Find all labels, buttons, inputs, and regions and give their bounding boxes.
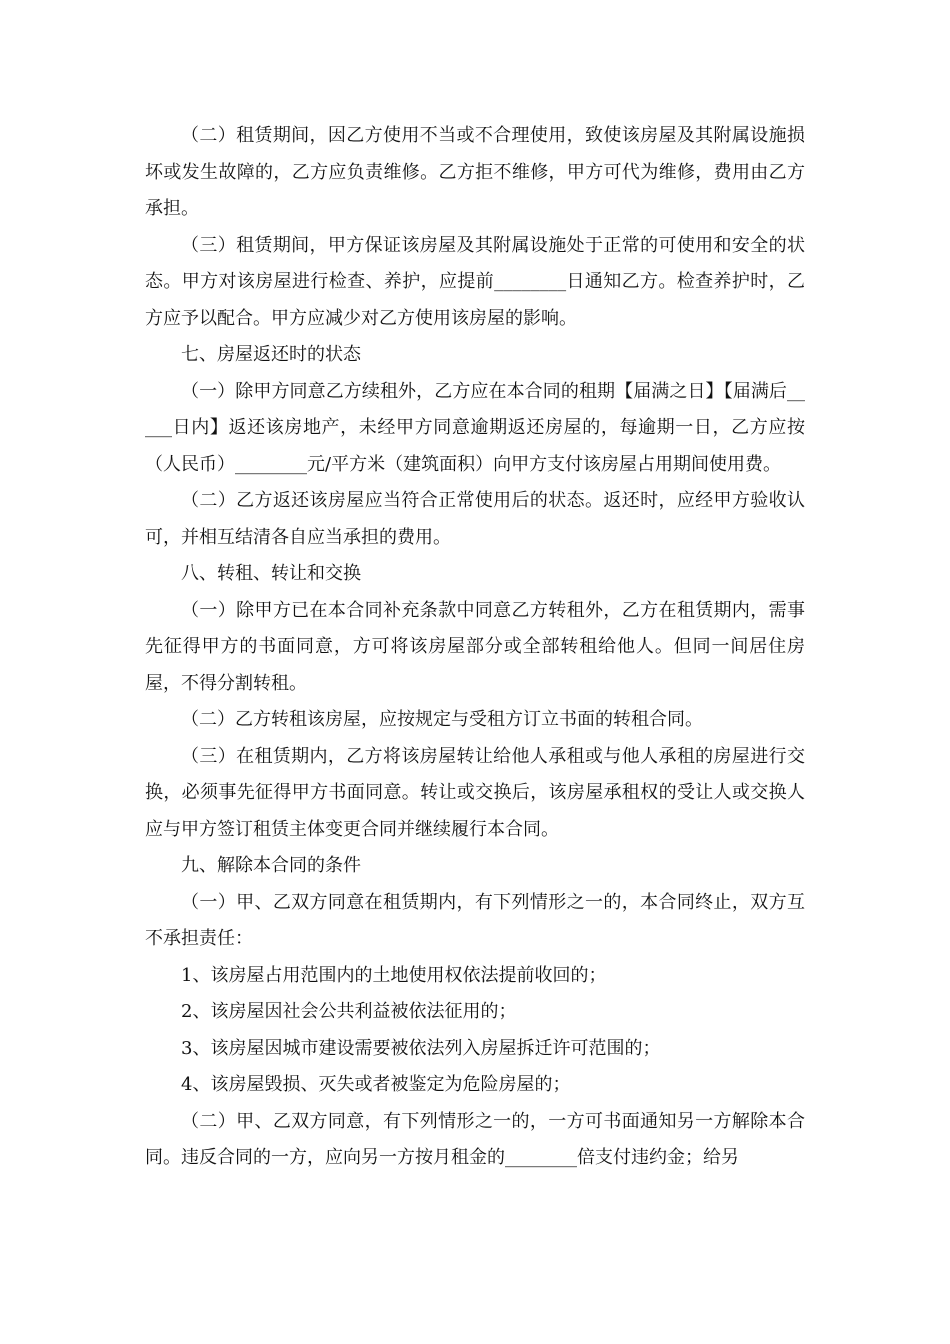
list-item-demolition: 3、该房屋因城市建设需要被依法列入房屋拆迁许可范围的； bbox=[181, 1037, 661, 1059]
paragraph-sublease-consent: （一）除甲方已在本合同补充条款中同意乙方转租外，乙方在租赁期内，需事先征得甲方的书面同意，方可将该房屋部分或全部转租给他人。但同一间居住房屋，不得分割转租。 bbox=[145, 599, 805, 694]
paragraph-repair-responsibility: （二）租赁期间，因乙方使用不当或不合理使用，致使该房屋及其附属设施损坏或发生故障的，乙方应负责维修。乙方拒不维修，甲方可代为维修，费用由乙方承担。 bbox=[145, 125, 805, 219]
list-item-damage: 4、该房屋毁损、灭失或者被鉴定为危险房屋的； bbox=[181, 1074, 571, 1095]
paragraph-return-condition: （二）乙方返还该房屋应当符合正常使用后的状态。返还时，应经甲方验收认可，并相互结清各自应当承担的费用。 bbox=[145, 490, 805, 548]
list-item-public-interest: 2、该房屋因社会公共利益被依法征用的； bbox=[181, 1001, 517, 1022]
list-item-land-recall: 1、该房屋占用范围内的土地使用权依法提前收回的； bbox=[181, 964, 607, 986]
paragraph-return-deadline: （一）除甲方同意乙方续租外，乙方应在本合同的租期【届满之日】【届满后_____日内】返还该房地产，未经甲方同意逾期返还房屋的，每逾期一日，乙方应按（人民币）________元/平方米（建筑面积）向甲方支付该房屋占用期间使用费。 bbox=[145, 380, 805, 475]
section-heading-return-state: 七、房屋返还时的状态 bbox=[181, 344, 361, 365]
paragraph-termination-notice: （二）甲、乙双方同意，有下列情形之一的，一方可书面通知另一方解除本合同。违反合同的一方，应向另一方按月租金的________倍支付违约金；给另 bbox=[145, 1110, 805, 1168]
document-body bbox=[145, 118, 805, 1177]
paragraph-sublease-contract: （二）乙方转租该房屋，应按规定与受租方订立书面的转租合同。 bbox=[181, 709, 703, 730]
paragraph-transfer-exchange: （三）在租赁期内，乙方将该房屋转让给他人承租或与他人承租的房屋进行交换，必须事先征得甲方书面同意。转让或交换后，该房屋承租权的受让人或交换人应与甲方签订租赁主体变更合同并继续履行本合同。 bbox=[145, 745, 805, 840]
section-heading-termination: 九、解除本合同的条件 bbox=[181, 855, 361, 876]
paragraph-termination-no-liability: （一）甲、乙双方同意在租赁期内，有下列情形之一的，本合同终止，双方互不承担责任： bbox=[145, 891, 805, 949]
paragraph-inspection-maintenance: （三）租赁期间，甲方保证该房屋及其附属设施处于正常的可使用和安全的状态。甲方对该房屋进行检查、养护，应提前________日通知乙方。检查养护时，乙方应予以配合。甲方应减少对乙方使用该房屋的影响。 bbox=[145, 234, 805, 329]
section-heading-sublease: 八、转租、转让和交换 bbox=[181, 563, 361, 584]
